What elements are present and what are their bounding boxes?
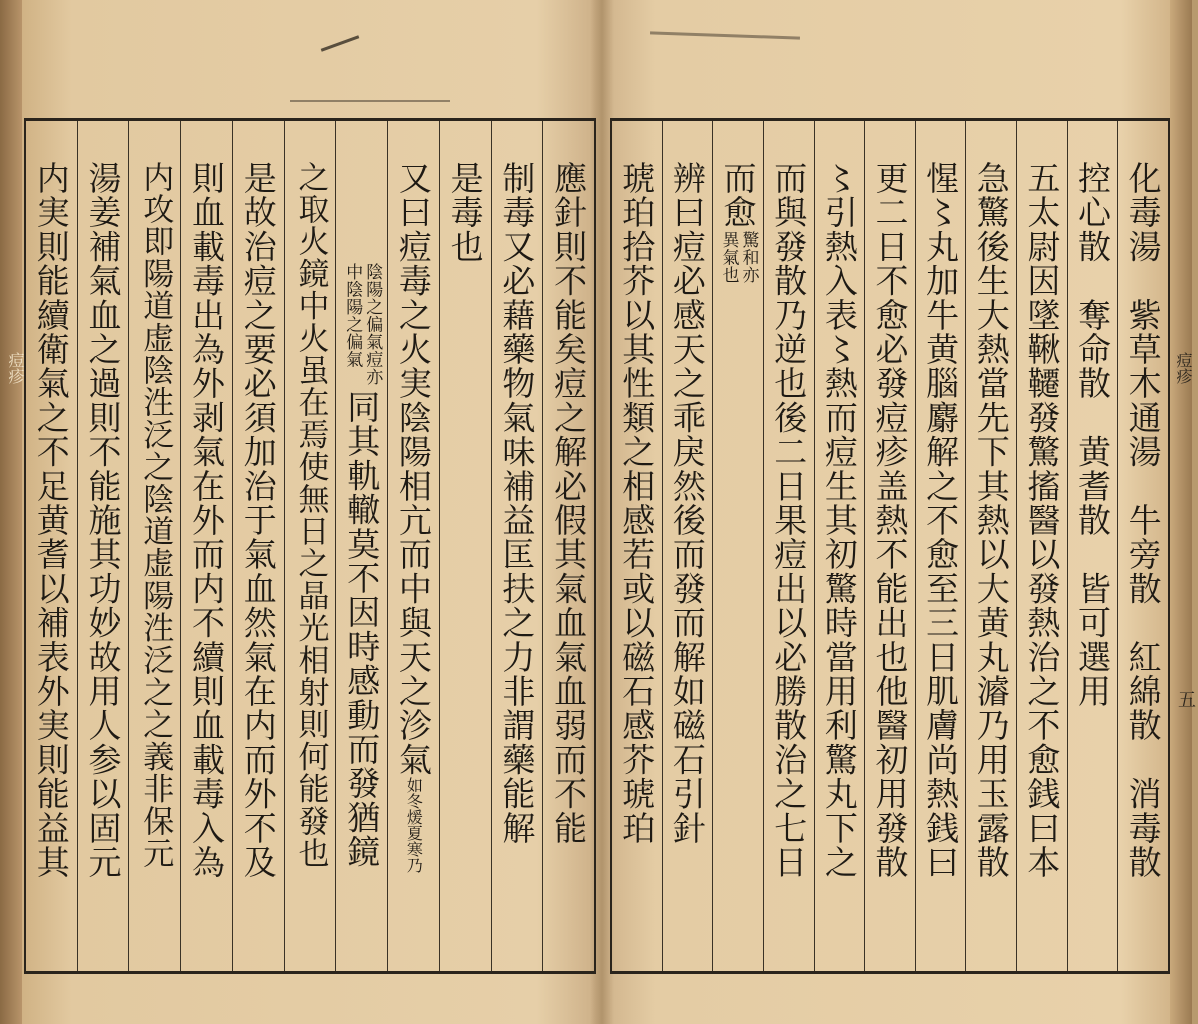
ink-smudge — [650, 31, 800, 39]
column-text: 又曰痘毒之火実陰陽相亢而中與天之沴氣 — [393, 161, 433, 777]
note-text: 驚和亦 — [738, 231, 759, 284]
column-text: 内攻即陽道虚陰泩泛之陰道虚陽泩泛之之義非保元 — [137, 161, 174, 870]
column-text: 而與發散乃逆也後二日果痘出以必勝散治之七日 — [769, 161, 809, 880]
text-column — [232, 121, 284, 971]
column-text: 控心散 奪命散 黄耆散 皆可選用 — [1073, 161, 1113, 709]
text-column — [1117, 121, 1168, 971]
text-column — [712, 121, 763, 971]
note-text: 陰陽之偏氣痘亦 — [362, 263, 383, 386]
book-binding-edge — [0, 0, 22, 1024]
left-page — [24, 118, 596, 974]
margin-label: 痘疹 — [1174, 352, 1193, 384]
text-column — [387, 121, 439, 971]
column-text: 應針則不能矣痘之解必假其氣血氣血弱而不能 — [549, 161, 589, 845]
column-text: 急驚後生大熱當先下其熱以大黄丸𤀹乃用玉露散 — [971, 161, 1011, 880]
column-text: 化毒湯 紫草木通湯 牛旁散 紅綿散 消毒散 — [1123, 161, 1163, 880]
column-text: 制毒又必藉藥物氣味補益匡扶之力非謂藥能解 — [497, 161, 537, 845]
page-edge — [1170, 0, 1192, 1024]
column-text: 同其軌轍莫不因時感動而發猶鏡 — [342, 389, 382, 869]
interlinear-note — [342, 263, 383, 386]
text-column — [915, 121, 966, 971]
right-page — [610, 118, 1170, 974]
text-column — [662, 121, 713, 971]
column-text: 湯姜補氣血之過則不能施其功妙故用人参以固元 — [83, 161, 123, 880]
column-text: 是故治痘之要必須加治于氣血然氣在内而外不及 — [238, 161, 278, 880]
interlinear-note — [720, 231, 757, 284]
column-text: 是毒也 — [445, 161, 485, 264]
text-column — [180, 121, 232, 971]
page-number: 五 — [1175, 690, 1196, 708]
text-column — [128, 121, 180, 971]
text-column — [612, 121, 662, 971]
ink-smudge — [290, 100, 450, 102]
column-text: 更二日不愈必發痘疹盖熱不能出也他醫初用發散 — [870, 161, 910, 880]
column-text: 則血載毒出為外剥氣在外而内不續則血載毒入為 — [186, 161, 226, 880]
text-column — [542, 121, 594, 971]
margin-label: 痘疹 — [6, 352, 25, 384]
text-column — [335, 121, 387, 971]
column-text: 内実則能續衛氣之不足黄耆以補表外実則能益其 — [31, 161, 71, 880]
note-text: 中陰陽之偏氣 — [342, 263, 363, 369]
text-column — [763, 121, 814, 971]
text-column — [1067, 121, 1118, 971]
text-column — [491, 121, 543, 971]
column-text: 琥珀拾芥以其性類之相感若或以磁石感芥琥珀 — [617, 161, 657, 845]
column-text: 惺〻丸加牛黄腦麝解之不愈至三日肌膚尚熱銭曰 — [921, 161, 961, 880]
column-text: 〻引熱入表〻熱而痘生其初驚時當用利驚丸下之 — [819, 161, 859, 880]
text-column — [1016, 121, 1067, 971]
text-column — [814, 121, 865, 971]
column-text: 辨曰痘必感天之乖戾然後而發而解如磁石引針 — [667, 161, 707, 845]
note-text: 如冬煖夏寒乃 — [404, 776, 424, 873]
column-text: 之取火鏡中火虽在焉使無日之晶光相射則何能發也 — [292, 161, 329, 870]
ink-smudge — [321, 35, 360, 51]
text-column — [864, 121, 915, 971]
column-text: 五太尉因墜鞦韆發驚搐醫以發熱治之不愈銭曰本 — [1022, 161, 1062, 880]
text-column — [26, 121, 77, 971]
text-column — [284, 121, 336, 971]
text-column — [77, 121, 129, 971]
text-column — [965, 121, 1016, 971]
note-text: 異氣也 — [718, 231, 739, 284]
text-column — [439, 121, 491, 971]
column-text: 而愈 — [718, 161, 758, 230]
